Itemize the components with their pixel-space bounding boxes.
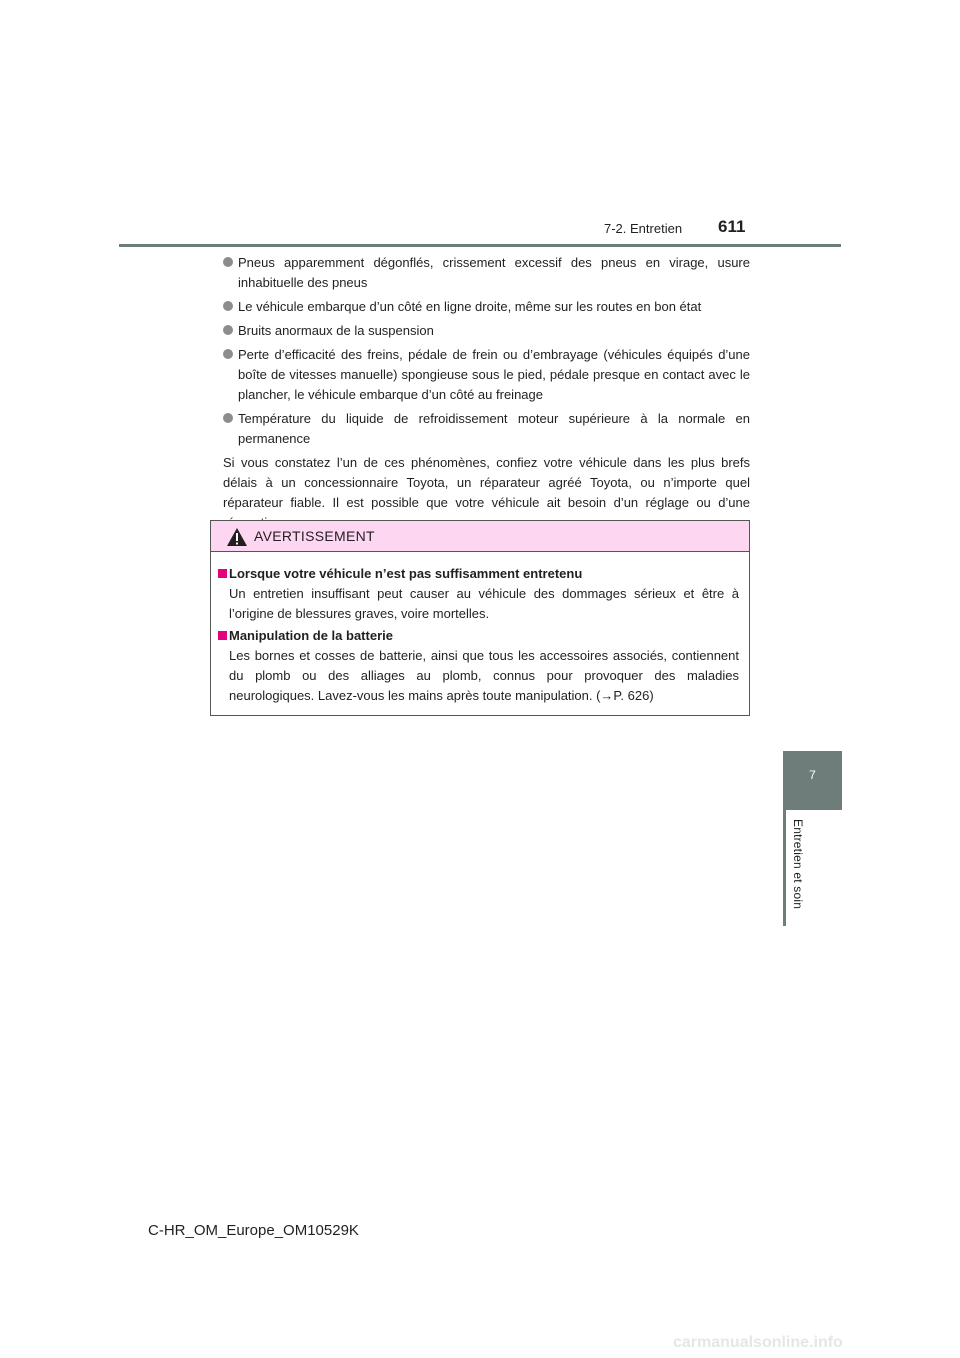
warning-title: AVERTISSEMENT [254, 528, 375, 544]
warning-item-text: Un entretien insuffisant peut causer au véhicule des dommages sérieux et être à l’origine de blessures graves, voire mortelles. [229, 586, 739, 621]
chapter-title: Entretien et soin [791, 819, 805, 910]
bullet-icon [223, 257, 233, 267]
body-paragraph: Si vous constatez l’un de ces phénomènes, confiez votre véhicule dans les plus brefs délais à un concessionnaire Toyota, un réparateur agréé Toyota, ou n’importe quel réparateur fiable. Il est possible que votre véhicule ait besoin d’un réglage ou d’une [223, 455, 750, 510]
warning-header [211, 521, 749, 552]
side-divider [783, 810, 786, 926]
watermark: carmanualsonline.info [673, 1334, 843, 1351]
square-bullet-icon [218, 631, 227, 640]
list-item [223, 321, 750, 341]
warning-box [210, 520, 750, 716]
warning-body [211, 552, 749, 706]
list-item [223, 297, 750, 317]
bullet-icon [223, 349, 233, 359]
list-item-text: Température du liquide de refroidissement moteur supérieure à la normale en permanence [238, 411, 750, 446]
bullet-icon [223, 413, 233, 423]
page-number: 611 [718, 217, 746, 236]
chapter-number: 7 [809, 768, 816, 782]
list-item-text: Le véhicule embarque d’un côté en ligne droite, même sur les routes en bon état [238, 299, 702, 314]
main-content [223, 253, 750, 533]
list-item-text: Bruits anormaux de la suspension [238, 323, 434, 338]
bullet-icon [223, 325, 233, 335]
header-section-title: 7-2. Entretien [604, 221, 683, 236]
square-bullet-icon [218, 569, 227, 578]
warning-item-heading [218, 564, 739, 584]
warning-item-heading [218, 626, 739, 646]
header-divider [119, 244, 841, 247]
chapter-tab [783, 751, 842, 810]
list-item-text: Perte d’efficacité des freins, pédale de frein ou d’embrayage (véhicules équipés d’une boîte de vitesses manuelle) spongieuse sous le pied, pédale presque en contact avec le plancher, le véhicule embarque d’un côté au freinage [238, 347, 750, 402]
bullet-icon [223, 301, 233, 311]
list-item [223, 409, 750, 449]
list-item [223, 253, 750, 293]
warning-item-heading-text: Lorsque votre véhicule n’est pas suffisamment entretenu [229, 566, 583, 581]
warning-item-text: Les bornes et cosses de batterie, ainsi que tous les accessoires associés, contiennent du plomb ou des alliages au plomb, connus pour provoquer des maladies neurologiques. Lavez-vous les mains après toute manipulation. (→P. 626) [229, 648, 739, 703]
list-item [223, 345, 750, 405]
list-item-text: Pneus apparemment dégonflés, crissement excessif des pneus en virage, usure inhabituelle des pneus [238, 255, 750, 290]
document-code: C-HR_OM_Europe_OM10529K [148, 1222, 359, 1239]
warning-item-heading-text: Manipulation de la batterie [229, 628, 393, 643]
warning-triangle-icon [226, 527, 248, 552]
